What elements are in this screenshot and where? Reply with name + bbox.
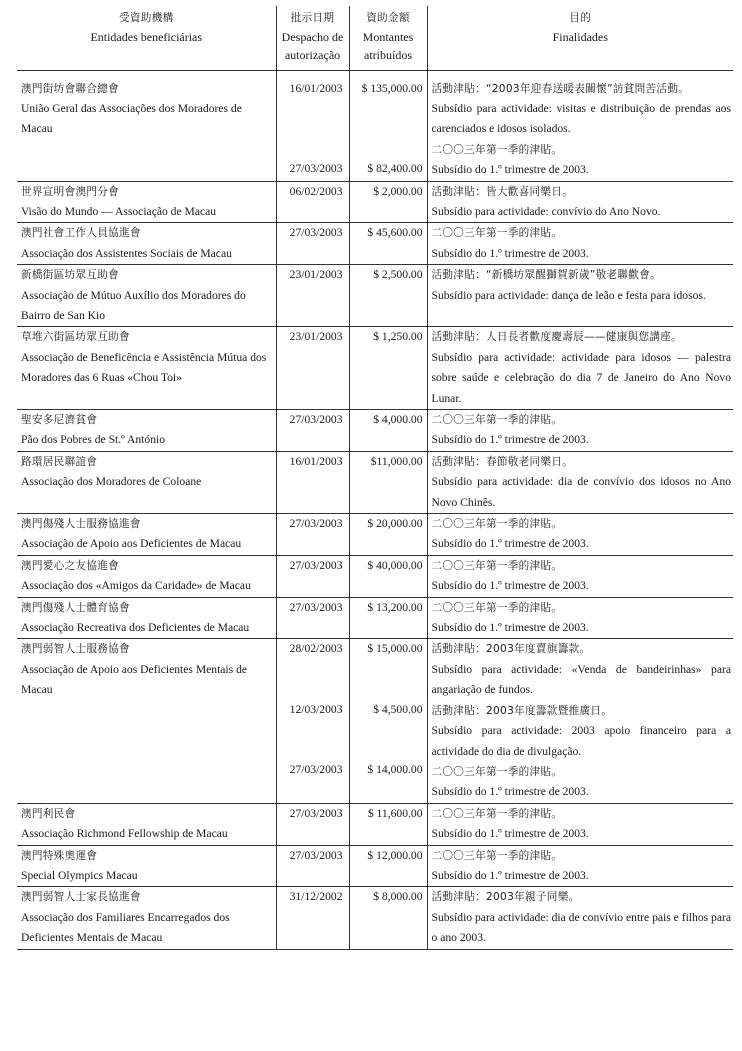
entity-cell xyxy=(17,555,276,597)
table-row xyxy=(17,223,733,265)
purpose-cell xyxy=(427,327,733,410)
purpose-cell xyxy=(427,514,733,556)
header-entities-zh: 受資助機構 xyxy=(119,12,174,24)
amount-value: $ 11,600.00 xyxy=(367,806,423,820)
header-amount xyxy=(349,6,427,70)
amount-cell xyxy=(349,181,427,223)
entity-name-zh: 澳門社會工作人員協進會 xyxy=(21,227,141,240)
table-row xyxy=(17,887,733,949)
header-purpose xyxy=(427,6,733,70)
purpose-pt: Subsídio para actividade: visitas e distribuição de prendas aos carenciados e idosos isolados. xyxy=(431,101,731,136)
amount-cell xyxy=(349,451,427,513)
purpose-pt: Subsídio para actividade: actividade para idosos — palestra sobre saúde e celebração do dia 7 de Janeiro do Ano Novo Lunar. xyxy=(431,350,731,405)
amount-value: $ 14,000.00 xyxy=(367,763,423,777)
date-value: 23/01/2003 xyxy=(289,268,343,282)
entity-name-pt: Associação Recreativa dos Deficientes de Macau xyxy=(21,621,250,635)
date-value: 27/03/2003 xyxy=(289,558,343,572)
table-row xyxy=(17,181,733,223)
table-row xyxy=(17,639,733,803)
table-row xyxy=(17,410,733,452)
purpose-zh: 活動津貼：皆大歡喜同樂日。 xyxy=(431,185,574,198)
date-cell xyxy=(276,223,349,265)
date-value: 16/01/2003 xyxy=(289,454,343,468)
amount-value: $ 4,000.00 xyxy=(373,413,423,426)
date-value: 27/03/2003 xyxy=(289,848,343,862)
purpose-zh: 二〇〇三年第一季的津貼。 xyxy=(431,601,563,614)
entity-name-zh: 聖安多尼濟貧會 xyxy=(21,414,98,426)
amount-value: $ 1,250.00 xyxy=(373,330,423,344)
purpose-cell xyxy=(427,639,733,803)
entity-cell xyxy=(17,70,276,181)
purpose-zh: 二〇〇三年第一季的津貼。 xyxy=(431,807,563,820)
header-date-zh: 批示日期 xyxy=(290,12,335,24)
entity-cell xyxy=(17,514,276,556)
date-cell xyxy=(276,555,349,597)
table-row xyxy=(17,70,733,181)
entity-name-zh: 草堆六街區坊眾互助會 xyxy=(21,331,130,344)
date-value: 27/03/2003 xyxy=(289,600,343,614)
document-page xyxy=(17,6,733,950)
header-entities xyxy=(17,6,276,70)
table-row xyxy=(17,327,733,410)
header-date xyxy=(276,6,349,70)
table-row xyxy=(17,845,733,887)
amount-value: $ 82,400.00 xyxy=(367,161,423,175)
amount-value: $ 135,000.00 xyxy=(361,81,423,95)
date-value: 16/01/2003 xyxy=(289,81,343,95)
purpose-cell xyxy=(427,265,733,327)
amount-value: $ 45,600.00 xyxy=(367,226,423,240)
purpose-cell xyxy=(427,181,733,223)
date-value: 28/02/2003 xyxy=(289,642,343,656)
entity-name-pt: Associação de Beneficência e Assistência Mútua dos Moradores das 6 Ruas «Chou Toi» xyxy=(21,350,267,385)
header-purpose-zh: 目的 xyxy=(569,12,592,24)
purpose-cell xyxy=(427,223,733,265)
entity-name-pt: Visão do Mundo — Associação de Macau xyxy=(21,204,217,218)
purpose-cell xyxy=(427,410,733,452)
entity-cell xyxy=(17,639,276,803)
purpose-pt: Subsídio do 1.º trimestre de 2003. xyxy=(431,163,589,177)
amount-cell xyxy=(349,845,427,887)
date-value: 27/03/2003 xyxy=(289,806,343,820)
entity-name-zh: 澳門特殊奧運會 xyxy=(21,849,98,862)
date-cell xyxy=(276,639,349,803)
purpose-pt: Subsídio do 1.º trimestre de 2003. xyxy=(431,537,589,551)
amount-value: $ 40,000.00 xyxy=(367,558,423,572)
date-value: 27/03/2003 xyxy=(289,517,343,531)
entity-cell xyxy=(17,181,276,223)
entity-cell xyxy=(17,803,276,845)
entity-name-pt: Associação dos Moradores de Coloane xyxy=(21,475,202,489)
purpose-cell xyxy=(427,887,733,949)
entity-name-pt: Associação de Mútuo Auxílio dos Moradores do Bairro de San Kio xyxy=(21,288,246,322)
purpose-cell xyxy=(427,845,733,887)
date-cell xyxy=(276,845,349,887)
amount-value: $ 13,200.00 xyxy=(367,600,423,614)
purpose-zh: 二〇〇三年第一季的津貼。 xyxy=(431,559,563,572)
table-row xyxy=(17,265,733,327)
header-amount-pt-2: atribuídos xyxy=(364,48,412,62)
amount-cell xyxy=(349,223,427,265)
amount-cell xyxy=(349,597,427,639)
purpose-pt: Subsídio do 1.º trimestre de 2003. xyxy=(431,868,589,882)
date-value: 27/03/2003 xyxy=(289,763,343,777)
entity-name-zh: 澳門傷殘人士服務協進會 xyxy=(21,518,141,531)
date-cell xyxy=(276,887,349,949)
purpose-zh: 活動津貼：2003年度籌款暨推廣日。 xyxy=(431,704,613,717)
entity-cell xyxy=(17,887,276,949)
purpose-pt: Subsídio do 1.º trimestre de 2003. xyxy=(431,433,589,447)
entity-name-zh: 新橋街區坊眾互助會 xyxy=(21,269,120,282)
header-entities-pt: Entidades beneficiárias xyxy=(90,29,203,44)
purpose-pt: Subsídio para actividade: «Venda de bandeirinhas» para angariação de fundos. xyxy=(431,662,731,697)
table-row xyxy=(17,514,733,556)
purpose-zh: 二〇〇三年第一季的津貼。 xyxy=(431,849,563,862)
amount-cell xyxy=(349,265,427,327)
date-value: 27/03/2003 xyxy=(289,161,343,175)
date-value: 31/12/2002 xyxy=(289,890,343,904)
entity-cell xyxy=(17,265,276,327)
date-cell xyxy=(276,70,349,181)
purpose-zh: 活動津貼：“2003年迎春送暖表關懷”訪貧問苦活動。 xyxy=(431,82,690,95)
date-cell xyxy=(276,514,349,556)
entity-name-zh: 澳門弱智人士家長協進會 xyxy=(21,891,141,904)
date-value: 27/03/2003 xyxy=(289,413,343,426)
entity-cell xyxy=(17,223,276,265)
amount-cell xyxy=(349,887,427,949)
amount-value: $ 15,000.00 xyxy=(367,642,423,656)
amount-cell xyxy=(349,410,427,452)
purpose-pt: Subsídio para actividade: 2003 apoio financeiro para a actividade do dia de divulgação. xyxy=(431,724,731,758)
purpose-zh: 活動津貼：2003年親子同樂。 xyxy=(431,891,580,904)
entity-name-zh: 澳門愛心之友協進會 xyxy=(21,559,120,572)
table-header-row xyxy=(17,6,733,70)
amount-value: $ 2,000.00 xyxy=(373,184,423,198)
purpose-zh: 二〇〇三年第一季的津貼。 xyxy=(431,227,563,240)
purpose-zh: 活動津貼：2003年度賣旗籌款。 xyxy=(431,643,591,656)
entity-cell xyxy=(17,845,276,887)
amount-value: $11,000.00 xyxy=(370,454,423,468)
amount-value: $ 2,500.00 xyxy=(373,268,423,282)
purpose-zh: 活動津貼：人日長者歡度慶壽辰——健康與您講座。 xyxy=(431,331,683,344)
purpose-pt: Subsídio do 1.º trimestre de 2003. xyxy=(431,827,589,841)
amount-cell xyxy=(349,327,427,410)
entity-name-zh: 澳門弱智人士服務協會 xyxy=(21,643,130,656)
date-value: 27/03/2003 xyxy=(289,226,343,240)
header-date-pt-2: autorização xyxy=(284,48,341,62)
date-cell xyxy=(276,410,349,452)
entity-name-zh: 路環居民聯誼會 xyxy=(21,455,98,468)
amount-cell xyxy=(349,70,427,181)
header-date-pt-1: Despacho de xyxy=(281,29,344,44)
purpose-zh: 二〇〇三年第一季的津貼。 xyxy=(431,765,563,778)
table-row xyxy=(17,555,733,597)
amount-cell xyxy=(349,555,427,597)
header-amount-zh: 資助金額 xyxy=(366,12,410,24)
subsidies-table xyxy=(17,6,733,950)
table-row xyxy=(17,451,733,513)
entity-name-pt: Associação de Apoio aos Deficientes de Macau xyxy=(21,537,242,551)
amount-value: $ 12,000.00 xyxy=(367,848,423,862)
entity-name-zh: 世界宣明會澳門分會 xyxy=(21,185,120,198)
amount-cell xyxy=(349,803,427,845)
date-cell xyxy=(276,327,349,410)
amount-value: $ 4,500.00 xyxy=(373,702,423,716)
date-cell xyxy=(276,265,349,327)
amount-value: $ 20,000.00 xyxy=(367,517,423,531)
date-cell xyxy=(276,181,349,223)
amount-cell xyxy=(349,514,427,556)
purpose-pt: Subsídio para actividade: dia de convívio entre pais e filhos para o ano 2003. xyxy=(431,910,731,945)
amount-value: $ 8,000.00 xyxy=(373,890,423,904)
entity-name-zh: 澳門街坊會聯合總會 xyxy=(21,82,120,95)
entity-cell xyxy=(17,327,276,410)
purpose-pt: Subsídio do 1.º trimestre de 2003. xyxy=(431,579,589,593)
entity-name-zh: 澳門利民會 xyxy=(21,807,76,820)
date-cell xyxy=(276,803,349,845)
purpose-cell xyxy=(427,451,733,513)
entity-name-pt: União Geral das Associações dos Moradores de Macau xyxy=(21,101,242,136)
date-value: 12/03/2003 xyxy=(289,702,343,716)
amount-cell xyxy=(349,639,427,803)
date-cell xyxy=(276,597,349,639)
purpose-cell xyxy=(427,555,733,597)
purpose-pt: Subsídio para actividade: dia de convívio dos idosos no Ano Novo Chinês. xyxy=(431,475,731,509)
table-row xyxy=(17,597,733,639)
entity-name-zh: 澳門傷殘人士體育協會 xyxy=(21,601,130,614)
entity-name-pt: Associação Richmond Fellowship de Macau xyxy=(21,827,228,841)
date-value: 06/02/2003 xyxy=(289,184,343,198)
entity-cell xyxy=(17,451,276,513)
purpose-cell xyxy=(427,597,733,639)
entity-cell xyxy=(17,597,276,639)
purpose-zh: 活動津貼：“新橋坊眾醒獅賀新歲”敬老聯歡會。 xyxy=(431,269,661,282)
purpose-pt: Subsídio do 1.º trimestre de 2003. xyxy=(431,246,589,260)
purpose-pt: Subsídio para actividade: dança de leão e festa para idosos. xyxy=(431,288,706,302)
header-amount-pt-1: Montantes xyxy=(362,29,414,44)
purpose-pt: Subsídio para actividade: convívio do Ano Novo. xyxy=(431,204,661,218)
purpose-zh: 二〇〇三年第一季的津貼。 xyxy=(431,143,563,156)
purpose-pt: Subsídio do 1.º trimestre de 2003. xyxy=(431,785,589,799)
date-cell xyxy=(276,451,349,513)
entity-name-pt: Special Olympics Macau xyxy=(21,868,138,882)
purpose-cell xyxy=(427,803,733,845)
purpose-zh: 活動津貼：春節敬老同樂日。 xyxy=(431,455,574,468)
purpose-cell xyxy=(427,70,733,181)
date-value: 23/01/2003 xyxy=(289,330,343,344)
purpose-zh: 二〇〇三年第一季的津貼。 xyxy=(431,414,563,426)
entity-name-pt: Associação dos «Amigos da Caridade» de Macau xyxy=(21,579,251,593)
entity-name-pt: Pão dos Pobres de St.º António xyxy=(21,433,166,447)
entity-name-pt: Associação dos Familiares Encarregados dos Deficientes Mentais de Macau xyxy=(21,910,230,945)
entity-name-pt: Associação dos Assistentes Sociais de Macau xyxy=(21,246,232,260)
header-purpose-pt: Finalidades xyxy=(552,29,608,44)
purpose-zh: 二〇〇三年第一季的津貼。 xyxy=(431,518,563,531)
entity-cell xyxy=(17,410,276,452)
entity-name-pt: Associação de Apoio aos Deficientes Mentais de Macau xyxy=(21,662,248,697)
table-row xyxy=(17,803,733,845)
purpose-pt: Subsídio do 1.º trimestre de 2003. xyxy=(431,621,589,635)
